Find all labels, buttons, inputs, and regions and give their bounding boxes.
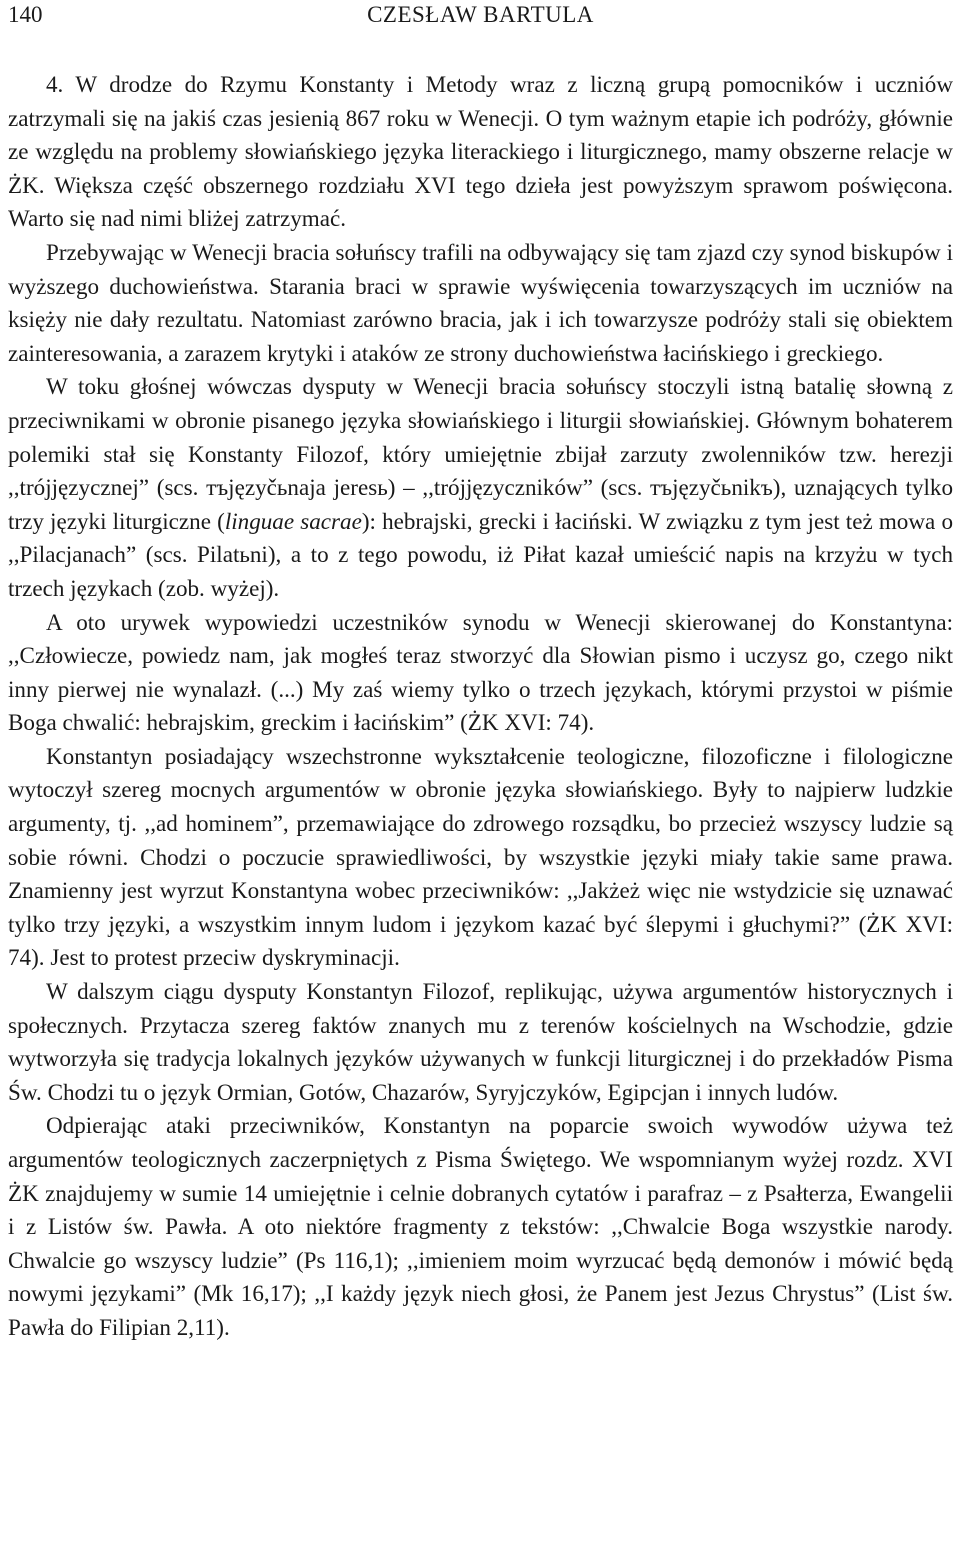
page-number: 140 bbox=[8, 2, 43, 27]
paragraph: W toku głośnej wówczas dysputy w Wenecji bracia sołuńscy stoczyli istną batalię słowną z przeciwnikami w obronie pisanego języka słowiańskiego i liturgii słowiańskiej. Głównym bohaterem polemiki stał się Konstanty Filozof, który umiejętnie zbijał zarzuty zwolenników tzw. herezji ,,trójjęzycznej” (scs. тъjęzyčьnaja jeresь) – ,,trójjęzyczników” (scs. тъjęzyčьnikъ), uznających tylko trzy języki liturgiczne (linguae sacrae): hebrajski, grecki i łaciński. W związku z tym jest też mowa o ,,Pilacjanach” (scs. Pilatьni), a to z tego powodu, iż Piłat kazał umieścić napis na krzyżu w tych trzech językach (zob. wyżej). bbox=[8, 373, 953, 601]
paragraph: Przebywając w Wenecji bracia sołuńscy trafili na odbywający się tam zjazd czy synod biskupów i wyższego duchowieństwa. Starania braci w sprawie wyświęcenia towarzyszących im uczniów na księży nie dały rezultatu. Natomiast zarówno bracia, jak i ich towarzysze podróży stali się obiektem zainteresowania, a zarazem krytyki i ataków ze strony duchowieństwa łacińskiego i greckiego. bbox=[8, 238, 953, 366]
page-header bbox=[8, 0, 953, 30]
running-head: CZESŁAW BARTULA bbox=[367, 2, 594, 27]
paragraph: W dalszym ciągu dysputy Konstantyn Filozof, replikując, używa argumentów historycznych i społecznych. Przytacza szereg faktów znanych mu z terenów kościelnych na Wschodzie, gdzie wytworzyła się tradycja lokalnych języków używanych w funkcji liturgicznej i do przekładów Pisma Św. Chodzi tu o język Ormian, Gotów, Chazarów, Syryjczyków, Egipcjan i innych ludów. bbox=[8, 978, 953, 1105]
body-text bbox=[8, 68, 953, 1345]
paragraph: A oto urywek wypowiedzi uczestników synodu w Wenecji skierowanej do Konstantyna: ,,Człowiecze, powiedz nam, jak mogłeś teraz stworzyć dla Słowian pismo i uczysz go, czego nikt inny pierwej nie wynalazł. (...) My zaś wiemy tylko o trzech językach, którymi przystoi w piśmie Boga chwalić: hebrajskim, greckim i łacińskim” (ŻK XVI: 74). bbox=[8, 608, 953, 736]
latin-term: linguae sacrae bbox=[224, 507, 362, 534]
paragraph: Konstantyn posiadający wszechstronne wykształcenie teologiczne, filozoficzne i filologiczne wytoczył szereg mocnych argumentów w obronie języka słowiańskiego. Były to najpierw ludzkie argumenty, tj. ,,ad hominem”, przemawiające do zdrowego rozsądku, bo przecież wszyscy ludzie są sobie równi. Chodzi o poczucie sprawiedliwości, by wszystkie języki miały takie same prawa. Znamienny jest wyrzut Konstantyna wobec przeciwników: ,,Jakżeż więc nie wstydzicie się uznawać tylko trzy języki, a wszystkim innym ludom i językom kazać być ślepymi i głuchymi?” (ŻK XVI: 74). Jest to protest przeciw dyskryminacji. bbox=[8, 742, 953, 971]
paragraph: Odpierając ataki przeciwników, Konstantyn na poparcie swoich wywodów używa też argumentów teologicznych zaczerpniętych z Pisma Świętego. We wspomnianym wyżej rozdz. XVI ŻK znajdujemy w sumie 14 umiejętnie i celnie dobranych cytatów i parafraz – z Psałterza, Ewangelii i z Listów św. Pawła. A oto niektóre fragmenty z tekstów: ,,Chwalcie Boga wszystkie narody. Chwalcie go wszyscy ludzie” (Ps 116,1); ,,imieniem moim wyrzucać będą demonów i mówić będą nowymi językami” (Mk 16,17); ,,I każdy język niech głosi, że Panem jest Jezus Chrystus” (List św. Pawła do Filipian 2,11). bbox=[8, 1112, 953, 1340]
paragraph: 4. W drodze do Rzymu Konstanty i Metody wraz z liczną grupą pomocników i uczniów zatrzymali się na jakiś czas jesienią 867 roku w Wenecji. O tym ważnym etapie ich podróży, głównie ze względu na problemy słowiańskiego języka literackiego i liturgicznego, mamy obszerne relacje w ŻK. Większa część obszernego rozdziału XVI tego dzieła jest powyższym sprawom poświęcona. Warto się nad nimi bliżej zatrzymać. bbox=[8, 71, 953, 232]
